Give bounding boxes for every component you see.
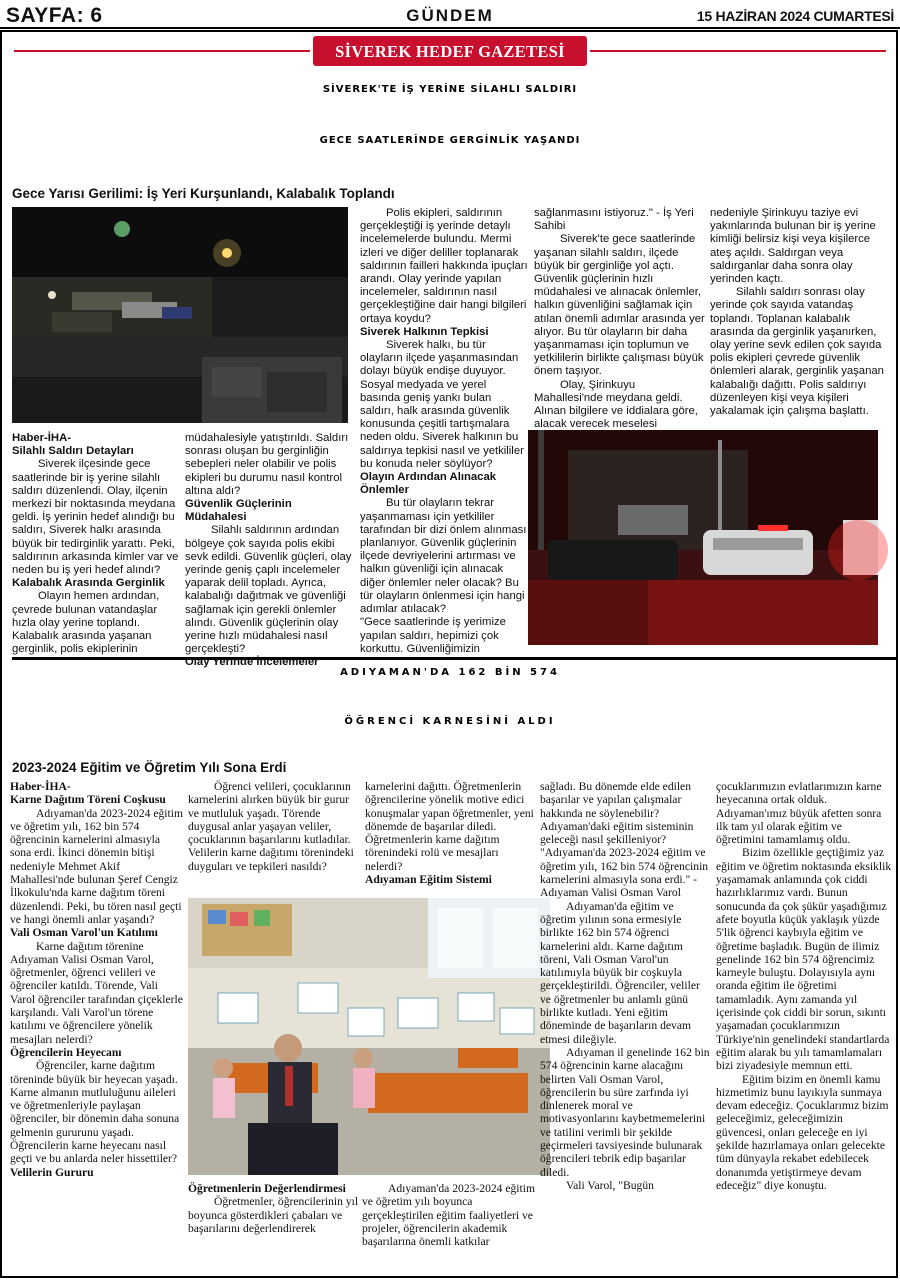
brand-rule-left [14, 50, 310, 52]
brand-rule-right [590, 50, 886, 52]
paragraph: Siverek ilçesinde gece saatlerinde bir iş yerine silahlı saldırı düzenlendi. Olay, ilçenin merkezi bir noktasında meydana geldi. İş yerinin hedef alındığı bu saldırı, Siverek halkı arasında büyük bir tedirginlik yarattı. Peki, saldırının arkasında kimler var ve neden bu iş yeri hedef alındı? [12, 458, 179, 577]
paragraph: Silahlı saldırı sonrası olay yerinde çok sayıda vatandaş toplandı. Toplanan kalabalık arasında da gerginlik yaşanırken, olay yerine sevk edilen çok sayıda polis ekipleri çevrede güvenlik önlemleri alarak, gerginlik yaşanan kalabalığı dağıttı. Polis saldırıyı düzenleyen kişi veya kişileri yakalamak için çalışma başlattı. [710, 286, 884, 418]
article2-column-2-bottom [188, 1182, 360, 1276]
article1-column-2 [185, 432, 355, 669]
brand-name: SİVEREK HEDEF GAZETESİ [335, 42, 565, 61]
paragraph: nedeniyle Şirinkuyu taziye evi yakınlarında bulunan bir iş yerine kimliği belirsiz kişi veya kişilerce ateş açıldı. Saldırgan veya saldırganlar daha sonra olay yerinden kaçtı. [710, 207, 876, 286]
page-number: SAYFA: 6 [6, 4, 103, 27]
paragraph: Adıyaman'da 2023-2024 eğitim ve öğretim yılı, 162 bin 574 öğrencinin karnelerini almasıyla sona erdi. İkinci dönemin bitişi nedeniyle Mehmet Akif Mahallesi'nde bulunan Şeref Cengiz İlkokulu'nda karne dağıtım töreni düzenlendi. Peki, bu tören nasıl geçti ve hangi önemli anlar yaşandı? [10, 806, 183, 926]
article1-column-3 [360, 207, 528, 654]
article2-column-3-top [365, 780, 537, 894]
subheading: Adıyaman Eğitim Sistemi [365, 873, 492, 887]
article2-column-4 [540, 780, 712, 1276]
paragraph: Bu tür olayların tekrar yaşanmaması için yetkililer tarafından bir dizi önlem alınması planlanıyor. Güvenlik güçlerinin ilçede devriyelerini artırması ve halkın güvenliği için alınacak diğer önlemler neler olacak? Bu tür olayların önlenmesi için hangi adımlar atılacak? [360, 497, 527, 616]
paragraph: sağladı. Bu dönemde elde edilen başarılar ve yapılan çalışmalar hakkında ne söylenebilir? Adıyaman'daki eğitim sisteminin geleceği nasıl şekilleniyor? [540, 780, 694, 847]
article1-column-4 [534, 207, 706, 431]
article1-column-5 [710, 207, 888, 425]
paragraph: "Gece saatlerinde iş yerimize yapılan saldırı, hepimizi çok korkuttu. Güvenliğimizin [360, 616, 506, 655]
subheading: Velilerin Gururu [10, 1165, 94, 1179]
brand-banner [313, 36, 587, 66]
subheading: Öğretmenlerin Değerlendirmesi [188, 1182, 346, 1195]
article1-headline-line2: GECE SAATLERİNDE GERGİNLİK YAŞANDI [319, 135, 581, 146]
paragraph: Bizim özellikle geçtiğimiz yaz eğitim ve öğretim noktasında eksiklik yaşamamak anlamında çok ciddi hazırlıklarımız vardı. Bunun sonucunda da çok şükür yaşadığımız afete boyutla küçük yaklaşık yüzde 5'lik öğrenci kaybıyla eğitim ve öğretime başladık. Bugün de ilimiz genelinde 162 bin 574 öğrencimiz karneyle buluştu. Dolayısıyla aynı oranda eğitim ile öğretimi tamamladık. Aynı zamanda yıl içerisinde çok ciddi bir sorun, sıkıntı yaşamadan çocuklarımızın Türkiye'nin genelindeki standartlarda eğitim alarak bu yılı tamamlamaları bizi ziyadesiyle memnun etti. [716, 846, 892, 1073]
article1-photo-police-cars [528, 430, 878, 645]
paragraph: Öğretmenler, öğrencilerinin yıl boyunca gösterdikleri çabaları ve başarılarını değerlendirerek [188, 1195, 359, 1235]
header-rule [0, 27, 900, 29]
paragraph: Karne dağıtım törenine Adıyaman Valisi Osman Varol, öğretmenler, öğrenci velileri ve öğrenciler katıldı. Törende, Vali Varol öğrenciler tarafından çiçeklerle karşılandı. Vali Varol'un törene katılımı ve öğrencilere yönelik mesajları nelerdi? [10, 939, 183, 1046]
subheading: Karne Dağıtım Töreni Coşkusu [10, 793, 166, 807]
paragraph: çocuklarımızın evlatlarımızın karne heyecanına ortak olduk. Adıyaman'ımız büyük afetten sonra ilk tam yıl olarak eğitim ve öğretimini tamamlamış oldu. [716, 780, 882, 847]
article2-headline-line2: ÖĞRENCİ KARNESİNİ ALDI [344, 716, 556, 727]
paragraph: Eğitim bizim en önemli kamu hizmetimiz bunu layıkıyla sunmaya devam edeceğiz. Çocuklarımız bizim geleceğimiz, geleceğimizin güvencesi, onları geleceğe en iyi şekilde hazırlamaya onları gelecekte tüm dünyayla rekabet edebilecek donanımda yetiştirmeye devam edeceğiz" diye konuştu. [716, 1072, 889, 1192]
subheading: Olay Yerinde İncelemeler [185, 656, 319, 669]
article2-column-5 [716, 780, 892, 1276]
paragraph: Olayın hemen ardından, çevrede bulunan vatandaşlar hızla olay yerine toplandı. Kalabalık arasında yaşanan gerginlik, polis ekiplerinin [12, 590, 160, 656]
subheading: Öğrencilerin Heyecanı [10, 1045, 122, 1059]
paragraph: "Adıyaman'da 2023-2024 eğitim ve öğretim yılı, 162 bin 574 öğrencinin karnelerini almasıyla sona erdi." - Adıyaman Valisi Osman Varol [540, 846, 709, 900]
article2-column-1 [10, 780, 184, 1276]
article1-column-1 [12, 432, 180, 654]
subheading: Vali Osman Varol'un Katılımı [10, 926, 158, 940]
paragraph: müdahalesiyle yatıştırıldı. Saldırı sonrası oluşan bu gerginliğin sebepleri neler olabilir ve polis ekipleri bu durumu nasıl kontrol altına aldı? [185, 432, 349, 497]
subheading: Güvenlik Güçlerinin Müdahalesi [185, 498, 292, 524]
paragraph: Vali Varol, "Bugün [566, 1178, 654, 1192]
paragraph: Silahlı saldırının ardından bölgeye çok sayıda polis ekibi sevk edildi. Güvenlik güçleri, olay yerinde geniş çaplı incelemeler yaparak delil topladı. Ayrıca, kalabalığı dağıtmak ve güvenliği sağlamak için gerekli önlemler alındı. Güvenlik güçlerinin olay yerine hızlı müdahalesi nasıl gerçekleşti? [185, 524, 352, 656]
article1-photo-night-street [12, 207, 348, 423]
paragraph: Öğrenciler, karne dağıtım töreninde büyük bir heyecan yaşadı. Karne almanın mutluluğunu aileleri ve öğretmenleriyle paylaşan öğrenciler, bir dönemin daha sonuna gelmenin gururunu yaşadı. Öğrencilerin karne heyecanı nasıl geçti ve bu anlarda neler hissettiler? [10, 1059, 180, 1166]
subheading: Olayın Ardından Alınacak Önlemler [360, 471, 497, 497]
article2-headline-line1: ADIYAMAN'DA 162 BİN 574 [340, 667, 560, 678]
paragraph: Siverek halkı, bu tür olayların ilçede yaşanmasından dolayı büyük endişe duyuyor. Sosyal medyada ve yerel basında geniş yankı bulan saldırı, halk arasında güvenlik konusunda çeşitli tartışmalara neden oldu. Siverek halkının bu saldırıya tepkisi nasıl ve yetkililer bu konuda neler söylüyor? [360, 339, 524, 470]
paragraph: Adıyaman il genelinde 162 bin 574 öğrencinin karne alacağını belirten Vali Osman Varol, öğrencilerin bu süre zarfında iyi dinlenerek moral ve motivasyonlarını kaybetmemelerini ve tatilini verimli bir şekilde geçirmeleri tavsiyesinde bulunarak öğrencileri tebrik edip başarılar diledi. [540, 1045, 710, 1179]
subheading: Siverek Halkının Tepkisi [360, 325, 489, 338]
article1-source: Haber-İHA- [12, 432, 71, 444]
paragraph: Adıyaman'da eğitim ve öğretim yılının sona ermesiyle birlikte 162 bin 574 öğrenci karnelerini aldı. Karne dağıtım töreni, Vali Osman Varol'un katılımıyla büyük bir coşkuyla gerçekleştirildi. Öğrenciler, veliler ve öğretmenler bu anlamlı günü birlikte kutladı. Yeni eğitim döneminde de başarıların devam etmesi dileğiyle. [540, 899, 700, 1046]
article2-subtitle: 2023-2024 Eğitim ve Öğretim Yılı Sona Erdi [12, 760, 287, 775]
issue-date: 15 HAZİRAN 2024 CUMARTESİ [696, 8, 894, 24]
article1-subtitle: Gece Yarısı Gerilimi: İş Yeri Kurşunlandı, Kalabalık Toplandı [12, 186, 395, 201]
article2-photo-classroom [188, 898, 550, 1175]
paragraph: Öğrenci velileri, çocuklarının karnelerini alırken büyük bir gurur ve mutluluk yaşadı. Törende duygusal anlar yaşayan veliler, çocuklarının başarılarını kutladılar. Velilerin karne dağıtımı törenindeki duyguları ve tepkileri nasıldı? [188, 780, 354, 873]
paragraph: Siverek'te gece saatlerinde yaşanan silahlı saldırı, ilçede büyük bir gerginliğe yol açtı. Güvenlik güçlerinin hızlı müdahalesi ve alınacak önlemler, halkın güvenliğini sağlamak için atılan önemli adımlar arasında yer alıyor. Bu tür olayların bir daha yaşanmaması için toplumun ve yetkililerin birlikte çalışması büyük önem taşıyor. [534, 233, 705, 378]
article2-column-2-top [188, 780, 360, 894]
paragraph: Polis ekipleri, saldırının gerçekleştiği iş yerinde detaylı incelemelerde bulundu. Mermi izleri ve diğer deliller toplanarak saldırının failleri hakkında ipuçları arandı. Olay yerinde yapılan incelemeler, saldırının nasıl gerçekleştiğine dair hangi bilgileri ortaya koydu? [360, 207, 528, 325]
article-divider [12, 657, 898, 660]
paragraph: karnelerini dağıttı. Öğretmenlerin öğrencilerine yönelik motive edici konuşmalar yapan öğretmenler, yeni dönemde de başarılar diledi. Öğretmenlerin karne dağıtım törenindeki rolü ve mesajları nelerdi? [365, 780, 534, 873]
article2-source: Haber-İHA- [10, 780, 71, 793]
paragraph: Olay, Şirinkuyu Mahallesi'nde meydana geldi. Alınan bilgilere ve iddialara göre, alacak verecek meselesi [534, 378, 698, 431]
subheading: Kalabalık Arasında Gerginlik [12, 577, 165, 590]
article1-headline-line1: SİVEREK'TE İŞ YERİNE SİLAHLI SALDIRI [322, 84, 578, 95]
paragraph: sağlanmasını istiyoruz." - İş Yeri Sahibi [534, 207, 694, 233]
section-title: GÜNDEM [406, 6, 494, 25]
paragraph: Adıyaman'da 2023-2024 eğitim ve öğretim yılı boyunca gerçekleştirilen eğitim faaliyetleri ve projeler, öğrencilerin akademik başarılarına önemli katkılar [362, 1182, 535, 1249]
subheading: Silahlı Saldırı Detayları [12, 445, 134, 458]
article2-column-3-bottom [362, 1182, 538, 1276]
